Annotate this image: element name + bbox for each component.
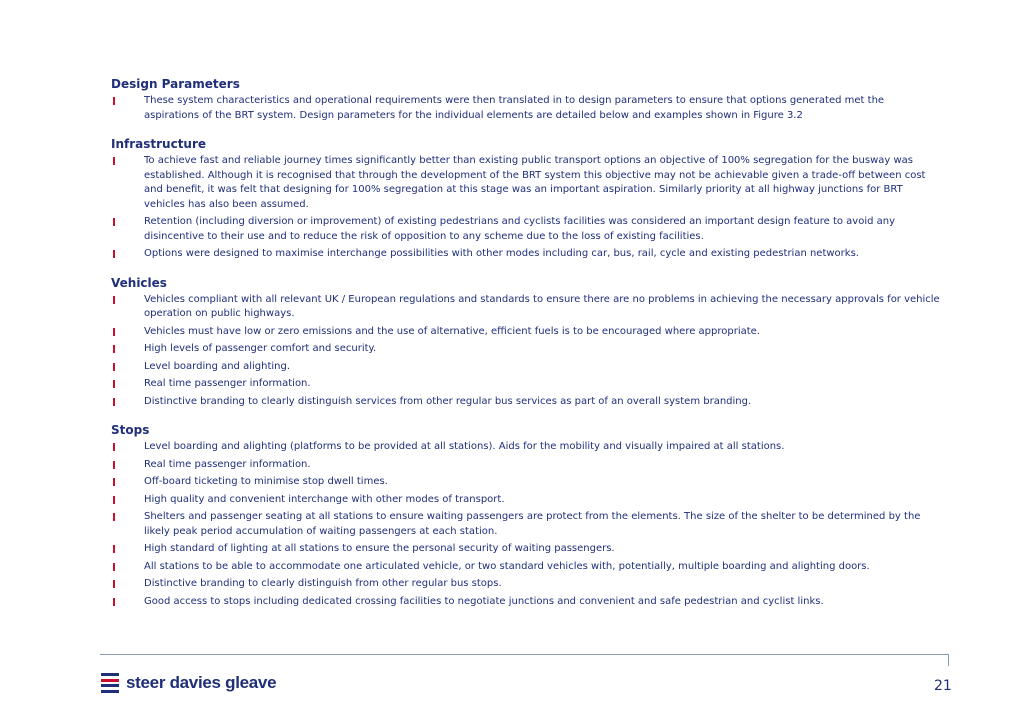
bullet-marker-icon [113, 97, 115, 105]
bullet-item [111, 440, 941, 455]
bullet-marker-icon [113, 157, 115, 165]
bullet-item [111, 293, 941, 322]
bullet-marker-icon [113, 461, 115, 469]
bullet-item [111, 595, 941, 610]
bullet-text: High standard of lighting at all stations to ensure the personal security of waiting passengers. [144, 543, 615, 554]
bullet-text: These system characteristics and operational requirements were then translated in to design parameters to ensure that options generated met the aspirations of the BRT system. Design parameters for the individual elements are detailed below and examples shown in Figure 3.2 [144, 95, 885, 121]
bullet-item [111, 342, 941, 357]
footer-divider [100, 654, 949, 655]
bullet-marker-icon [113, 580, 115, 588]
bullet-text: Real time passenger information. [144, 458, 311, 470]
page-number: 21 [934, 678, 952, 694]
logo-stripes-icon [101, 673, 119, 693]
bullet-marker-icon [113, 218, 115, 226]
bullet-item [111, 510, 941, 539]
bullet-marker-icon [113, 363, 115, 371]
bullet-text: Good access to stops including dedicated crossing facilities to negotiate junctions and convenient and safe pedestrian and cyclist links. [144, 595, 824, 607]
bullet-text: To achieve fast and reliable journey times significantly better than existing public transport options an objective of 100% segregation for the busway was established. Although it is recognised that through the development of the BRT system this objective may not be achievable given a trade-off between cost and benefit, it was felt that designing for 100% segregation at this stage was an important aspiration. Similarly priority at all highway junctions for BRT vehicles has also been assumed. [144, 155, 926, 210]
company-logo [101, 673, 276, 693]
section-heading: Infrastructure [111, 137, 207, 151]
bullet-text: Shelters and passenger seating at all stations to ensure waiting passengers are protect from the elements. The size of the shelter to be determined by the likely peak period accumulation of waiting passengers at each station. [144, 511, 921, 537]
bullet-marker-icon [113, 328, 115, 336]
bullet-item [111, 493, 941, 508]
bullet-text: Real time passenger information. [144, 378, 311, 389]
bullet-marker-icon [113, 443, 115, 451]
footer-divider-tick [948, 654, 949, 666]
bullet-item [111, 360, 941, 375]
bullet-item [111, 247, 941, 262]
bullet-item [111, 154, 941, 212]
bullet-marker-icon [113, 496, 115, 504]
bullet-item [111, 560, 941, 575]
section-vehicles [111, 275, 941, 410]
bullet-text: High quality and convenient interchange with other modes of transport. [144, 493, 505, 505]
bullet-item [111, 542, 941, 557]
section-infrastructure [111, 136, 941, 262]
bullet-text: Level boarding and alighting (platforms to be provided at all stations). Aids for the mobility and visually impaired at all stations. [144, 441, 785, 452]
bullet-text: All stations to be able to accommodate one articulated vehicle, or two standard vehicles with, potentially, multiple boarding and alighting doors. [144, 560, 870, 572]
bullet-item [111, 215, 941, 244]
bullet-item [111, 377, 941, 392]
section-heading: Vehicles [111, 275, 167, 290]
section-stops [111, 422, 941, 609]
bullet-marker-icon [113, 478, 115, 486]
bullet-marker-icon [113, 250, 115, 258]
logo-text: steer davies gleave [126, 673, 277, 692]
bullet-item [111, 94, 941, 123]
bullet-text: Retention (including diversion or improvement) of existing pedestrians and cyclists facilities was considered an important design feature to avoid any disincentive to their use and to reduce the risk of opposition to any scheme due to the loss of existing facilities. [144, 216, 896, 242]
bullet-text: Off-board ticketing to minimise stop dwell times. [144, 476, 388, 487]
bullet-item [111, 475, 941, 490]
bullet-marker-icon [113, 296, 115, 304]
bullet-text: Distinctive branding to clearly distinguish services from other regular bus services as part of an overall system branding. [144, 395, 752, 407]
bullet-text: Level boarding and alighting. [144, 360, 291, 372]
bullet-text: Vehicles compliant with all relevant UK / European regulations and standards to ensure there are no problems in achieving the necessary approvals for vehicle operation on public highways. [144, 293, 940, 319]
section-heading: Stops [111, 423, 150, 437]
bullet-text: Options were designed to maximise interchange possibilities with other modes including car, bus, rail, cycle and existing pedestrian networks. [144, 248, 859, 259]
bullet-marker-icon [113, 513, 115, 521]
bullet-marker-icon [113, 380, 115, 388]
bullet-marker-icon [113, 563, 115, 571]
bullet-item [111, 395, 941, 410]
bullet-marker-icon [113, 598, 115, 606]
section-design-parameters [111, 76, 941, 123]
bullet-text: High levels of passenger comfort and security. [144, 343, 377, 354]
bullet-marker-icon [113, 345, 115, 353]
bullet-text: Distinctive branding to clearly distinguish from other regular bus stops. [144, 578, 502, 589]
bullet-item [111, 325, 941, 340]
bullet-marker-icon [113, 545, 115, 553]
document-body [111, 76, 941, 622]
bullet-item [111, 458, 941, 473]
section-heading: Design Parameters [111, 77, 240, 91]
bullet-marker-icon [113, 398, 115, 406]
bullet-text: Vehicles must have low or zero emissions and the use of alternative, efficient fuels is to be encouraged where appropriate. [144, 325, 760, 337]
bullet-item [111, 577, 941, 592]
